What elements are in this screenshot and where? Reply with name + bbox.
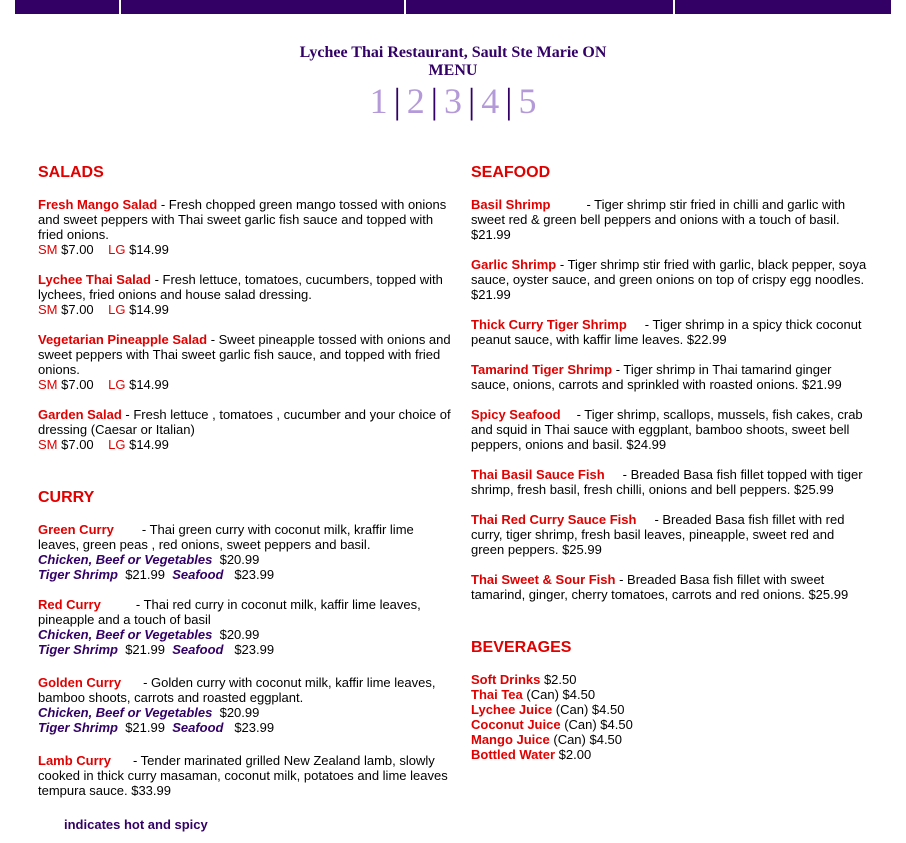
sm-price: $7.00 <box>61 377 94 392</box>
option-label: Chicken, Beef or Vegetables <box>38 552 213 567</box>
item-detail: $2.00 <box>555 747 592 762</box>
size-sm-label: SM <box>38 302 58 317</box>
item-desc: - Breaded Basa fish fillet topped with tiger shrimp, fresh basil, fresh chilli, onions and bell peppers. $25.99 <box>471 467 863 497</box>
item-desc: - Fresh lettuce, tomatoes, cucumbers, topped with lychees, fried onions and house salad dressing. <box>38 272 443 302</box>
size-lg-label: LG <box>108 242 126 257</box>
list-item <box>471 717 871 732</box>
curry-heading: CURRY <box>38 489 95 506</box>
item-name: Lychee Thai Salad <box>38 272 151 287</box>
size-sm-label: SM <box>38 242 58 257</box>
nav-tab-4[interactable] <box>675 0 891 14</box>
page-link-2[interactable]: 2 <box>406 81 425 121</box>
salads-heading: SALADS <box>38 164 104 181</box>
menu-item <box>471 362 871 392</box>
item-name: Thai Red Curry Sauce Fish <box>471 512 637 527</box>
option-price: $23.99 <box>234 642 275 657</box>
option-price: $21.99 <box>125 567 165 582</box>
option-label: Seafood <box>172 567 224 582</box>
list-item <box>471 687 871 702</box>
item-name: Garden Salad <box>38 407 122 422</box>
menu-item <box>38 597 454 657</box>
menu-pager <box>0 80 906 122</box>
size-lg-label: LG <box>108 377 126 392</box>
option-price: $20.99 <box>219 552 260 567</box>
list-item <box>471 732 871 747</box>
nav-tab-1[interactable] <box>15 0 119 14</box>
item-detail: (Can) $4.50 <box>549 732 623 747</box>
item-desc: - Breaded Basa fish fillet with red curry, tiger shrimp, fresh basil leaves, pineapple, sweet red and green peppers. $25.99 <box>471 512 845 557</box>
menu-item <box>471 257 871 302</box>
option-price: $21.99 <box>125 642 165 657</box>
menu-item <box>38 753 454 798</box>
size-sm-label: SM <box>38 437 58 452</box>
pager-separator: | <box>505 81 513 121</box>
spicy-legend: indicates hot and spicy <box>64 817 208 832</box>
lg-price: $14.99 <box>129 437 169 452</box>
option-price: $23.99 <box>234 720 275 735</box>
item-name: Thai Sweet & Sour Fish <box>471 572 616 587</box>
option-label: Seafood <box>172 720 224 735</box>
top-nav <box>15 0 891 14</box>
page-link-5[interactable]: 5 <box>518 81 537 121</box>
menu-item <box>471 572 871 602</box>
size-sm-label: SM <box>38 377 58 392</box>
sm-price: $7.00 <box>61 242 94 257</box>
item-desc: - Fresh chopped green mango tossed with onions and sweet peppers with Thai sweet garlic fish sauce and topped with fried onions. <box>38 197 447 242</box>
item-name: Lamb Curry <box>38 753 111 768</box>
item-detail: (Can) $4.50 <box>560 717 633 732</box>
menu-item <box>38 675 454 735</box>
option-label: Chicken, Beef or Vegetables <box>38 705 213 720</box>
item-name: Coconut Juice <box>471 717 561 732</box>
menu-item <box>38 197 454 257</box>
item-desc: - Tender marinated grilled New Zealand lamb, slowly cooked in thick curry masaman, coconut milk, potatoes and lime leaves tempura sauce. $33.99 <box>38 753 448 798</box>
pager-separator: | <box>430 81 438 121</box>
item-name: Vegetarian Pineapple Salad <box>38 332 208 347</box>
item-name: Green Curry <box>38 522 114 537</box>
item-desc: - Thai red curry in coconut milk, kaffir lime leaves, pineapple and a touch of basil <box>38 597 421 627</box>
nav-tab-3[interactable] <box>406 0 673 14</box>
seafood-heading: SEAFOOD <box>471 164 551 181</box>
beverages-heading: BEVERAGES <box>471 639 572 656</box>
item-name: Mango Juice <box>471 732 550 747</box>
menu-item <box>38 522 454 582</box>
list-item <box>471 702 871 717</box>
list-item <box>471 672 871 687</box>
item-name: Thick Curry Tiger Shrimp <box>471 317 627 332</box>
size-lg-label: LG <box>108 437 126 452</box>
menu-item <box>38 332 454 392</box>
item-desc: - Tiger shrimp in a spicy thick coconut peanut sauce, with kaffir lime leaves. $22.99 <box>471 317 862 347</box>
sm-price: $7.00 <box>61 302 94 317</box>
pager-separator: | <box>393 81 401 121</box>
item-desc: - Fresh lettuce , tomatoes , cucumber and your choice of dressing (Caesar or Italian) <box>38 407 451 437</box>
item-desc: - Sweet pineapple tossed with onions and sweet peppers with Thai sweet garlic fish sauce, and topped with fried onions. <box>38 332 451 377</box>
item-desc: - Tiger shrimp, scallops, mussels, fish cakes, crab and squid in Thai sauce with eggplant, bamboo shoots, sweet bell peppers, onions and basil. $24.99 <box>471 407 863 452</box>
page-link-1[interactable]: 1 <box>369 81 388 121</box>
page-link-4[interactable]: 4 <box>481 81 500 121</box>
menu-item <box>471 317 871 347</box>
item-desc: - Thai green curry with coconut milk, kraffir lime leaves, green peas , red onions, sweet peppers and basil. <box>38 522 414 552</box>
option-price: $21.99 <box>125 720 165 735</box>
menu-item <box>471 467 871 497</box>
item-name: Tamarind Tiger Shrimp <box>471 362 613 377</box>
option-label: Chicken, Beef or Vegetables <box>38 627 213 642</box>
menu-item <box>471 407 871 452</box>
option-price: $20.99 <box>219 627 260 642</box>
option-label: Tiger Shrimp <box>38 567 118 582</box>
item-desc: - Tiger shrimp stir fried in chilli and garlic with sweet red & green bell peppers and onions with a touch of basil. $21.99 <box>471 197 846 242</box>
beverage-list <box>471 672 871 762</box>
menu-title: MENU <box>428 62 478 79</box>
option-label: Tiger Shrimp <box>38 720 118 735</box>
left-column <box>38 164 454 813</box>
pager-separator: | <box>468 81 476 121</box>
item-name: Fresh Mango Salad <box>38 197 158 212</box>
item-name: Golden Curry <box>38 675 122 690</box>
nav-tab-2[interactable] <box>121 0 404 14</box>
option-price: $20.99 <box>219 705 260 720</box>
page-header <box>0 44 906 80</box>
item-name: Bottled Water <box>471 747 556 762</box>
list-item <box>471 747 871 762</box>
option-label: Tiger Shrimp <box>38 642 118 657</box>
lg-price: $14.99 <box>129 377 169 392</box>
item-name: Soft Drinks <box>471 672 541 687</box>
right-column <box>471 164 871 762</box>
item-desc: - Breaded Basa fish fillet with sweet tamarind, ginger, cherry tomatoes, carrots and red onions. $25.99 <box>471 572 849 602</box>
page-link-3[interactable]: 3 <box>444 81 462 121</box>
item-desc: - Tiger shrimp stir fried with garlic, black pepper, soya sauce, oyster sauce, and green onions on top of crispy egg noodles. $21.99 <box>471 257 867 302</box>
sm-price: $7.00 <box>61 437 94 452</box>
option-price: $23.99 <box>234 567 275 582</box>
menu-item <box>38 407 454 452</box>
item-name: Garlic Shrimp <box>471 257 557 272</box>
restaurant-title: Lychee Thai Restaurant, Sault Ste Marie ON <box>299 44 607 61</box>
item-name: Spicy Seafood <box>471 407 561 422</box>
item-detail: (Can) $4.50 <box>552 702 625 717</box>
item-name: Red Curry <box>38 597 101 612</box>
lg-price: $14.99 <box>129 302 169 317</box>
item-name: Lychee Juice <box>471 702 553 717</box>
option-label: Seafood <box>172 642 224 657</box>
item-name: Thai Tea <box>471 687 523 702</box>
item-name: Thai Basil Sauce Fish <box>471 467 605 482</box>
size-lg-label: LG <box>108 302 126 317</box>
item-desc: - Tiger shrimp in Thai tamarind ginger sauce, onions, carrots and sprinkled with roasted onions. $21.99 <box>471 362 842 392</box>
item-desc: - Golden curry with coconut milk, kaffir lime leaves, bamboo shoots, carrots and roasted eggplant. <box>38 675 436 705</box>
menu-item <box>471 197 871 242</box>
menu-item <box>38 272 454 317</box>
item-detail: $2.50 <box>540 672 577 687</box>
lg-price: $14.99 <box>129 242 169 257</box>
item-detail: (Can) $4.50 <box>522 687 596 702</box>
item-name: Basil Shrimp <box>471 197 551 212</box>
menu-item <box>471 512 871 557</box>
